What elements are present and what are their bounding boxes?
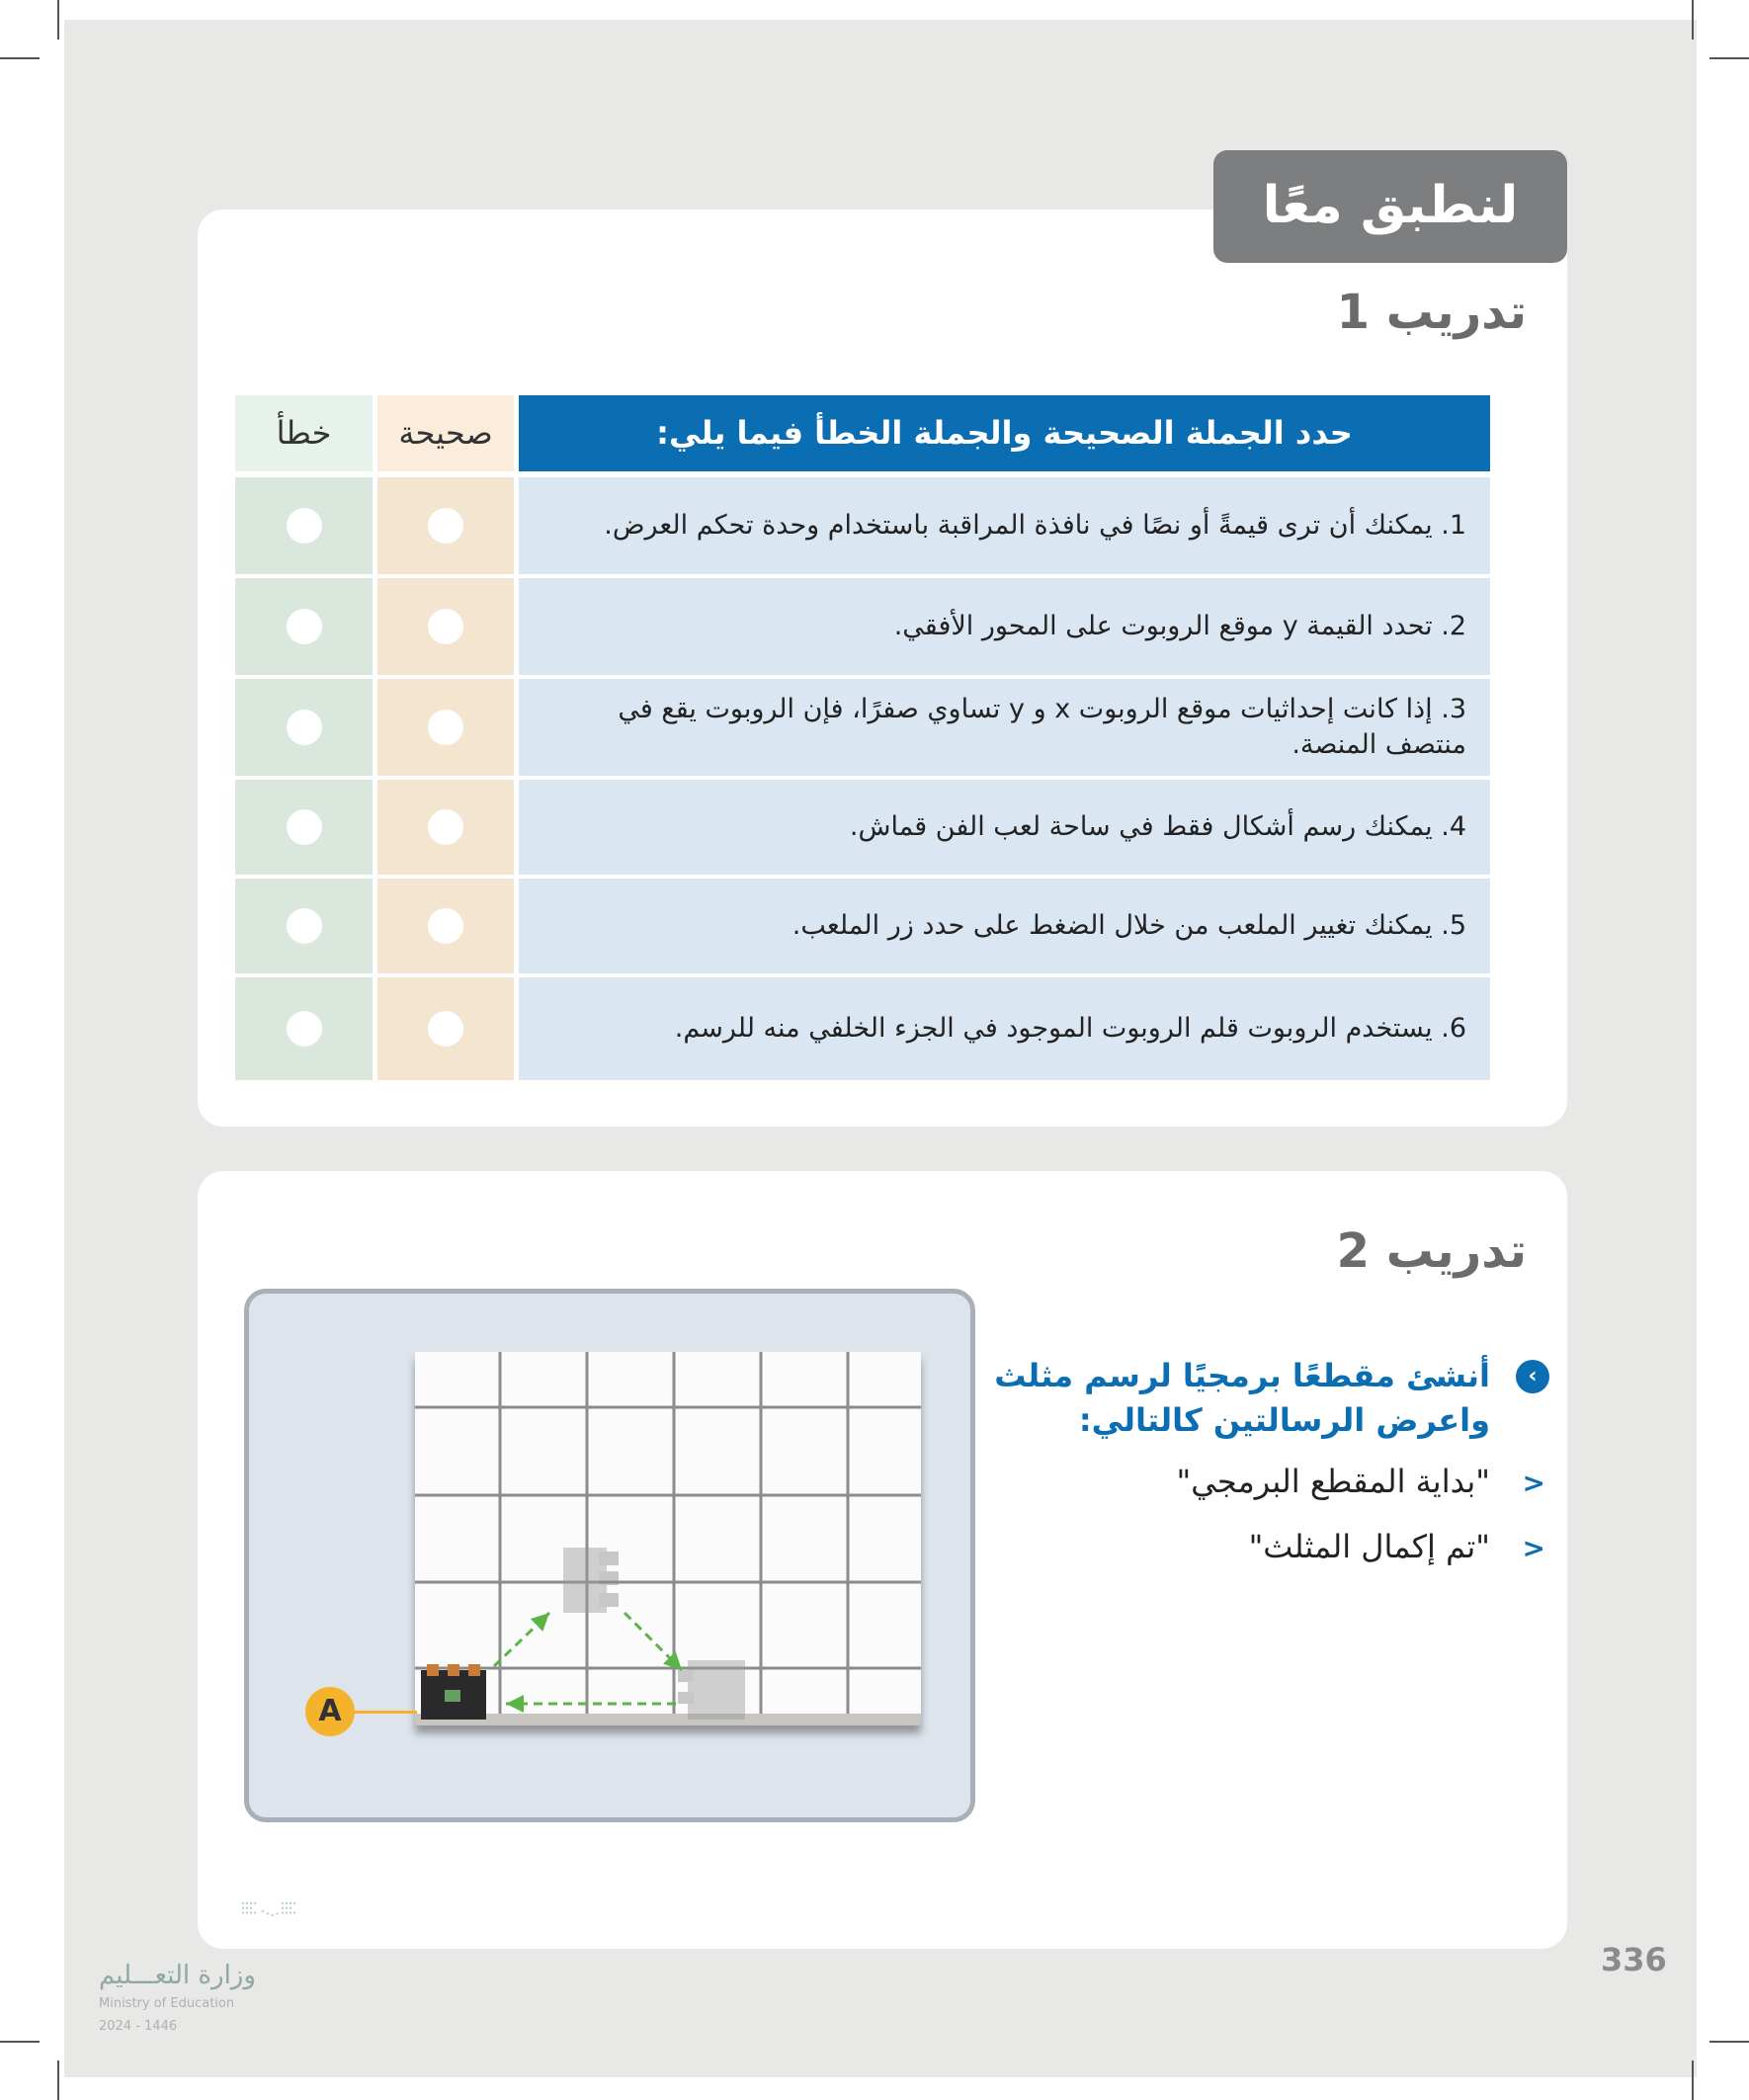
robot-icon <box>421 1664 486 1720</box>
robot-label-a: A <box>305 1687 355 1736</box>
label-leader-line <box>354 1711 417 1714</box>
radio-button[interactable] <box>428 809 463 845</box>
true-radio-cell[interactable] <box>377 477 514 574</box>
table-header-false: خطأ <box>235 395 373 471</box>
chevron-left-icon: > <box>1522 1532 1545 1564</box>
table-row-statement: 3. إذا كانت إحداثيات موقع الروبوت x و y تساوي صفرًا، فإن الروبوت يقع في منتصف المنصة. <box>519 679 1490 776</box>
crop-mark <box>0 2041 40 2043</box>
table-header-statement: حدد الجملة الصحيحة والجملة الخطأ فيما يلي: <box>519 395 1490 471</box>
robot-ghost-icon <box>563 1548 619 1613</box>
crop-mark <box>1692 0 1694 40</box>
radio-button[interactable] <box>428 908 463 944</box>
radio-button[interactable] <box>287 508 322 544</box>
false-radio-cell[interactable] <box>235 679 373 776</box>
false-radio-cell[interactable] <box>235 477 373 574</box>
radio-button[interactable] <box>287 710 322 745</box>
exercise2-heading: تدريب 2 <box>1336 1223 1527 1279</box>
table-header-true: صحيحة <box>377 395 514 471</box>
true-radio-cell[interactable] <box>377 578 514 675</box>
radio-button[interactable] <box>428 508 463 544</box>
robot-ghost-icon <box>678 1660 745 1720</box>
playground-grid <box>415 1352 921 1725</box>
false-radio-cell[interactable] <box>235 578 373 675</box>
false-radio-cell[interactable] <box>235 977 373 1080</box>
chevron-bullet-icon: ‹ <box>1516 1360 1549 1393</box>
grid-drawing <box>415 1352 921 1725</box>
radio-button[interactable] <box>428 1011 463 1047</box>
ministry-name-ar: وزارة التعـــليم <box>99 1961 256 1990</box>
table-row-statement: 1. يمكنك أن ترى قيمةً أو نصًا في نافذة المراقبة باستخدام وحدة تحكم العرض. <box>519 477 1490 574</box>
exercise1-heading: تدريب 1 <box>1336 285 1527 340</box>
ministry-logo-icon <box>168 1899 405 1959</box>
chevron-left-icon: > <box>1522 1467 1545 1499</box>
banner-title: لنطبق معًا <box>1213 150 1567 263</box>
crop-mark <box>1692 2060 1694 2100</box>
radio-button[interactable] <box>428 710 463 745</box>
true-radio-cell[interactable] <box>377 977 514 1080</box>
message-item: "تم إكمال المثلث" <box>1248 1528 1490 1565</box>
crop-mark <box>1709 57 1749 59</box>
table-row-statement: 6. يستخدم الروبوت قلم الروبوت الموجود في الجزء الخلفي منه للرسم. <box>519 977 1490 1080</box>
edition-year: 2024 - 1446 <box>99 2019 178 2034</box>
true-radio-cell[interactable] <box>377 879 514 973</box>
message-item: "بداية المقطع البرمجي" <box>1176 1463 1490 1500</box>
false-radio-cell[interactable] <box>235 780 373 875</box>
radio-button[interactable] <box>287 609 322 644</box>
crop-mark <box>1709 2041 1749 2043</box>
page-number: 336 <box>1601 1941 1667 1978</box>
crop-mark <box>57 0 59 40</box>
ministry-name-en: Ministry of Education <box>99 1996 235 2011</box>
true-radio-cell[interactable] <box>377 679 514 776</box>
true-radio-cell[interactable] <box>377 780 514 875</box>
crop-mark <box>0 57 40 59</box>
table-row-statement: 2. تحدد القيمة y موقع الروبوت على المحور الأفقي. <box>519 578 1490 675</box>
radio-button[interactable] <box>287 908 322 944</box>
exercise2-instruction: أنشئ مقطعًا برمجيًا لرسم مثلث واعرض الرسالتين كالتالي: <box>994 1357 1490 1439</box>
radio-button[interactable] <box>287 1011 322 1047</box>
radio-button[interactable] <box>428 609 463 644</box>
radio-button[interactable] <box>287 809 322 845</box>
false-radio-cell[interactable] <box>235 879 373 973</box>
crop-mark <box>57 2060 59 2100</box>
table-row-statement: 5. يمكنك تغيير الملعب من خلال الضغط على حدد زر الملعب. <box>519 879 1490 973</box>
table-row-statement: 4. يمكنك رسم أشكال فقط في ساحة لعب الفن قماش. <box>519 780 1490 875</box>
